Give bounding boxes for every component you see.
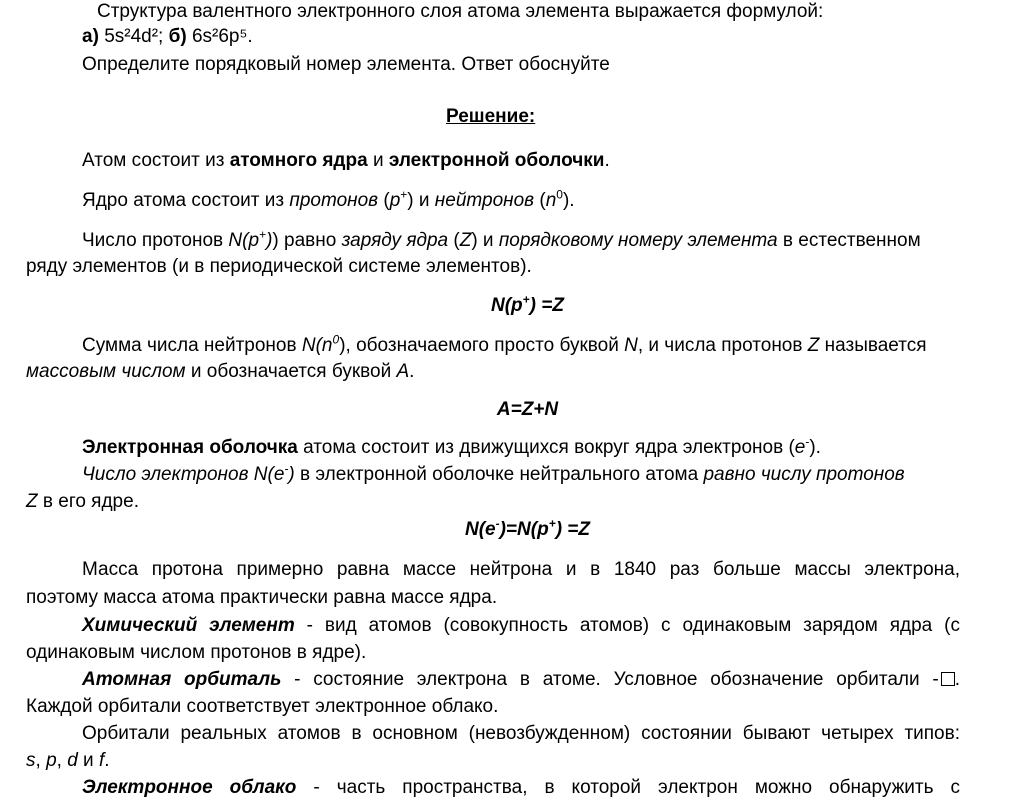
paragraph-proton-mass-line2: поэтому масса атома практически равна массе ядра. — [26, 587, 498, 608]
paragraph-orbital-types-line2: s, p, d и f. — [26, 750, 110, 771]
paragraph-electron-shell: Электронная оболочка атома состоит из движущихся вокруг ядра электронов (e-). — [82, 434, 821, 458]
paragraph-atom-structure: Атом состоит из атомного ядра и электронной оболочки. — [82, 150, 610, 171]
paragraph-proton-mass-line1: Масса протона примерно равна массе нейтрона и в 1840 раз больше массы электрона, — [82, 559, 960, 580]
formula-mass-number: A=Z+N — [496, 399, 559, 420]
paragraph-orbital-types-line1: Орбитали реальных атомов в основном (невозбужденном) состоянии бывают четырех типов: — [82, 723, 960, 744]
task-question: Определите порядковый номер элемента. Ответ обоснуйте — [82, 54, 610, 75]
task-intro: Структура валентного электронного слоя атома элемента выражается формулой: — [97, 1, 824, 22]
formula-protons: N(p+) =Z — [491, 292, 564, 316]
paragraph-atomic-orbital-line2: Каждой орбитали соответствует электронное облако. — [26, 696, 499, 717]
paragraph-electron-cloud-line1: Электронное облако - часть пространства, в которой электрон можно обнаружить с — [82, 777, 960, 798]
paragraph-chemical-element-line1: Химический элемент - вид атомов (совокупность атомов) с одинаковым зарядом ядра (с — [82, 615, 960, 636]
paragraph-protons-line2: ряду элементов (и в периодической системе элементов). — [26, 256, 532, 277]
paragraph-nucleus: Ядро атома состоит из протонов (p+) и нейтронов $(n^0)$. — [82, 187, 575, 211]
paragraph-mass-number-line1: Сумма числа нейтронов $N(n^0)$, обозначаемого просто буквой N, и числа протонов Z называется — [82, 332, 927, 356]
paragraph-mass-number-line2: массовым числом и обозначается буквой A. — [26, 361, 415, 382]
paragraph-atomic-orbital-line1: Атомная орбиталь - состояние электрона в атоме. Условное обозначение орбитали - . — [82, 669, 960, 690]
formula-electrons: N(e-)=N(p+) =Z — [464, 516, 591, 540]
orbital-square-icon — [941, 672, 955, 686]
paragraph-electron-count-line1: Число электронов N(e-) в электронной оболочке нейтрального атома равно числу протонов — [82, 461, 905, 485]
task-formulas: а) 5s²4d²; б) 6s²6p⁵. — [82, 26, 253, 47]
paragraph-chemical-element-line2: одинаковым числом протонов в ядре). — [26, 642, 367, 663]
paragraph-electron-count-line2: Z в его ядре. — [26, 491, 139, 512]
solution-heading: Решение: — [446, 106, 536, 127]
paragraph-protons-line1: Число протонов N(p+)) равно заряду ядра (Z) и порядковому номеру элемента в естественном — [82, 227, 921, 251]
